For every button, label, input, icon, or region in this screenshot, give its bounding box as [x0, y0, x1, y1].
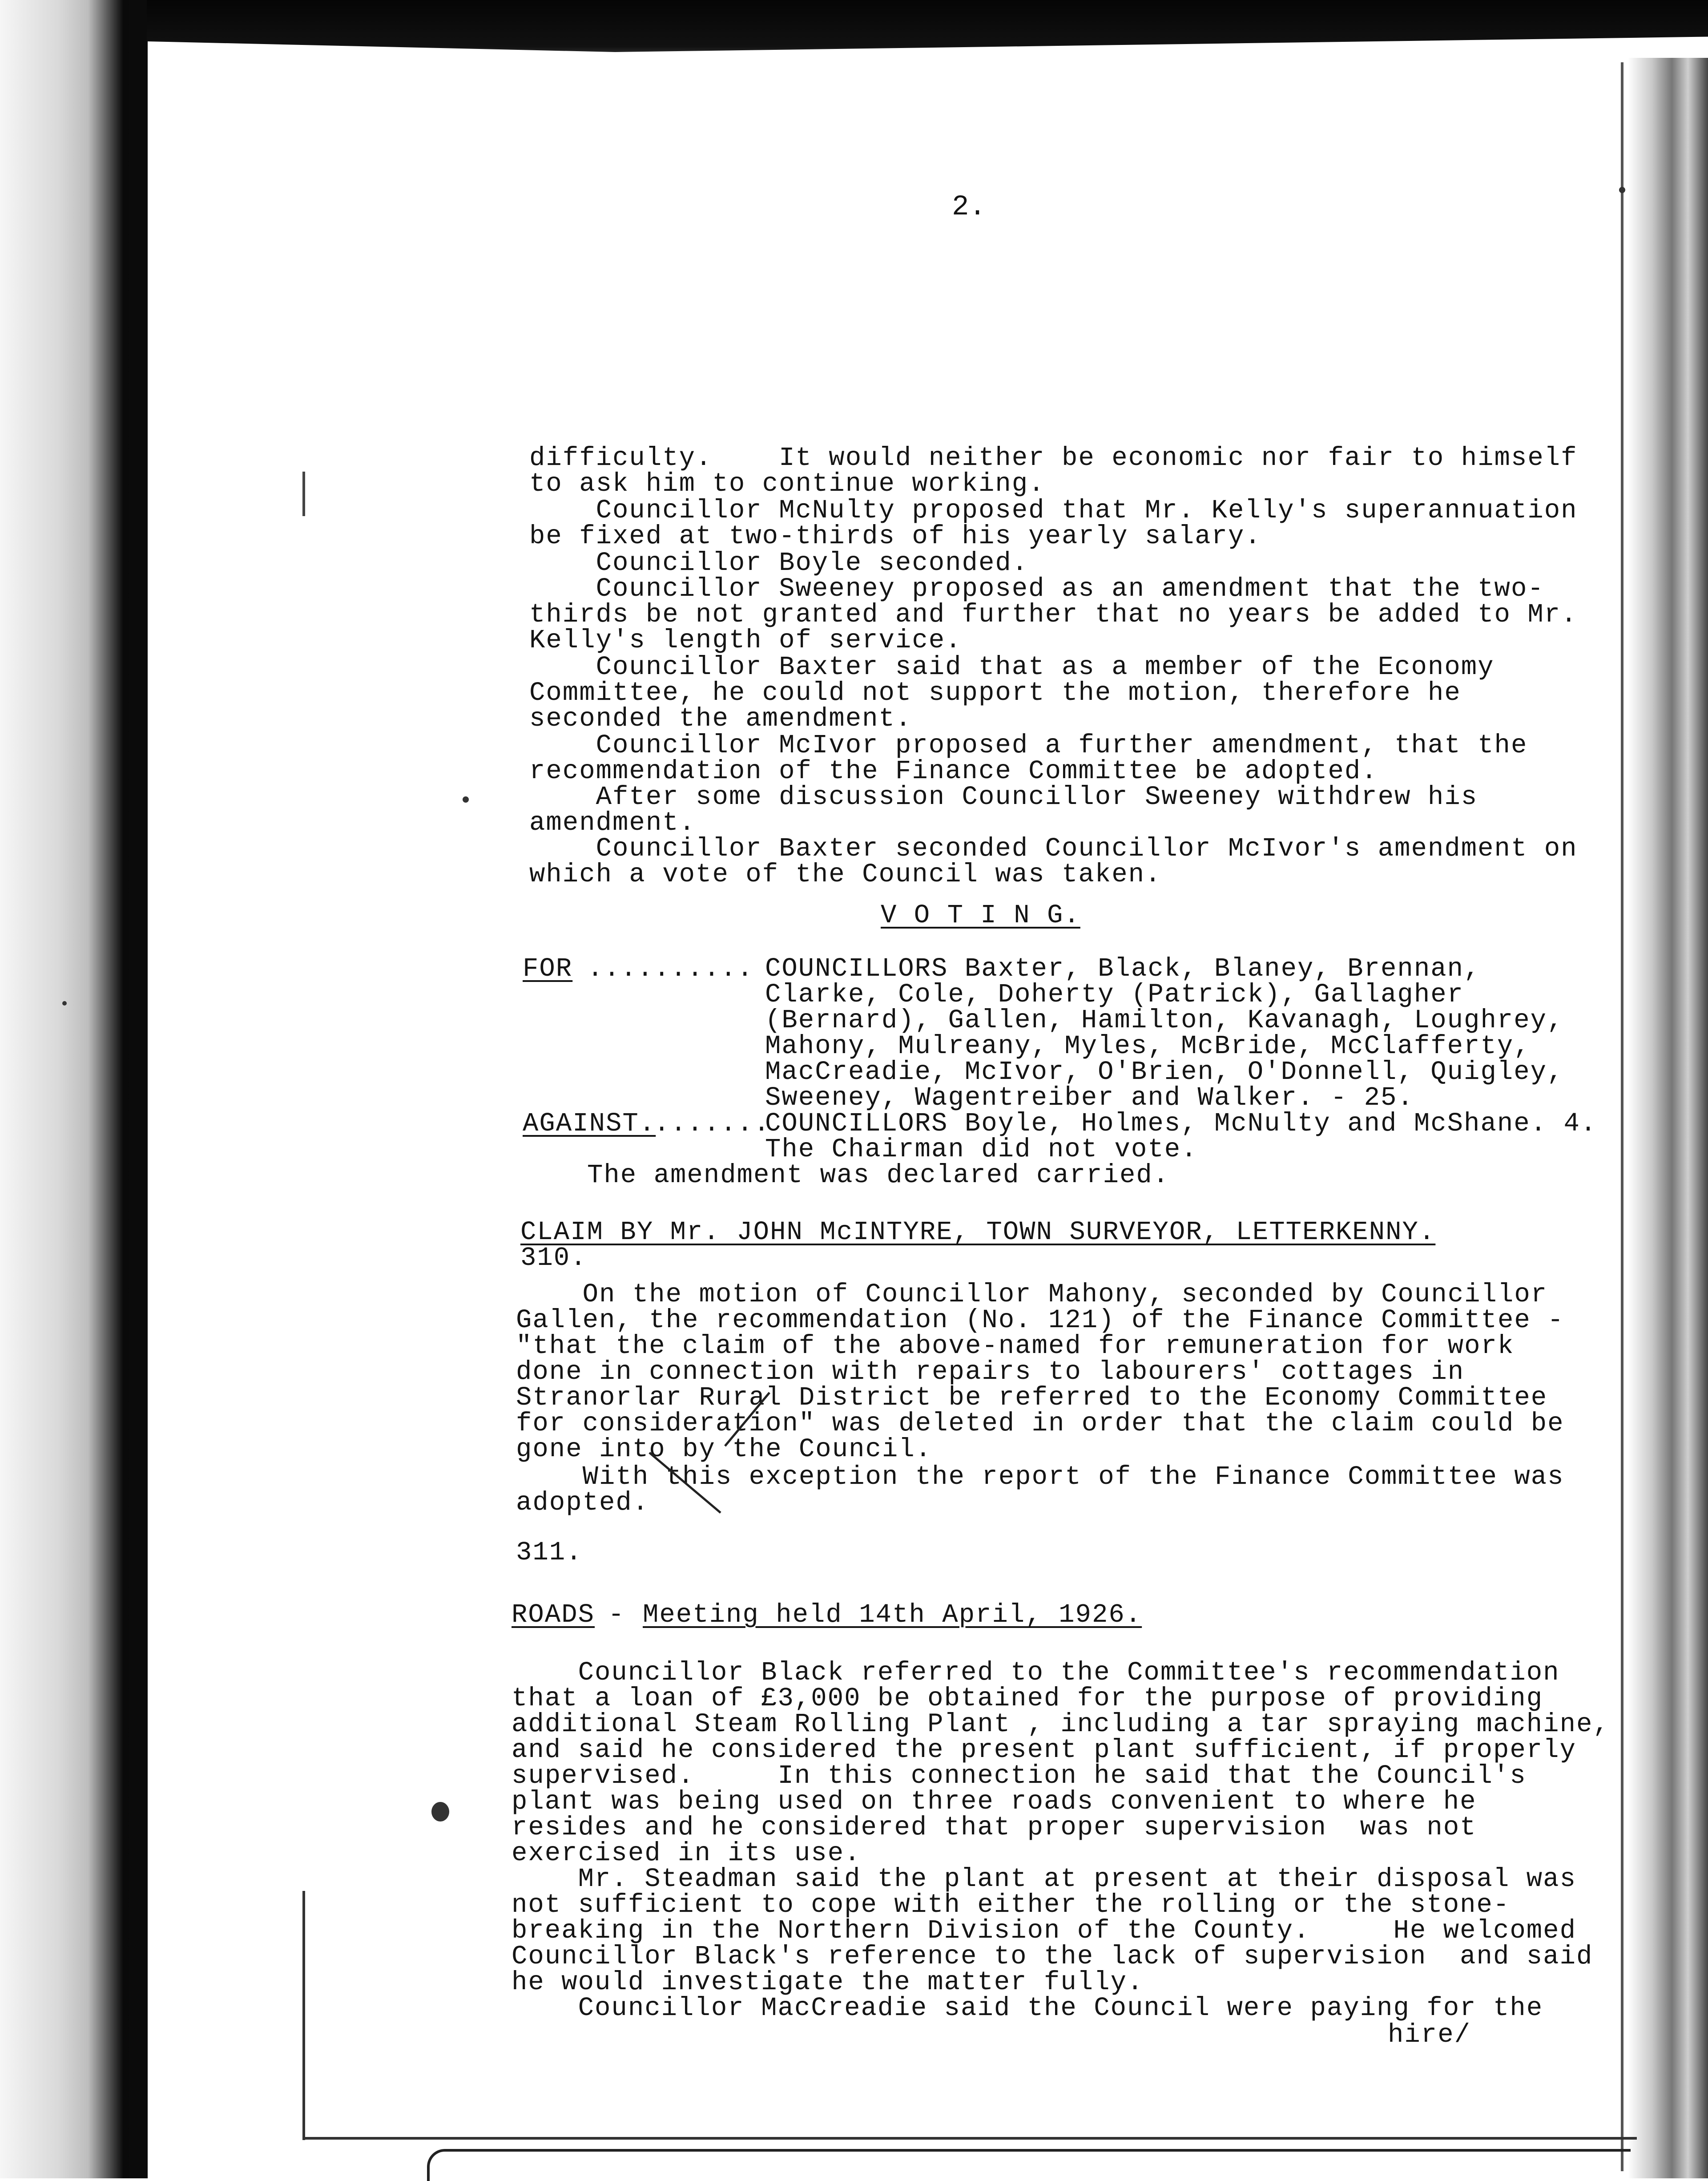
- text-line: thirds be not granted and further that no years be added to Mr.: [529, 600, 1578, 630]
- margin-mark: [302, 472, 305, 516]
- text-line: difficulty. It would neither be economic nor fair to himself: [529, 443, 1578, 473]
- text-line: Councillor Boyle seconded.: [529, 548, 1029, 578]
- scan-right-line: [1621, 62, 1623, 2171]
- text-line: not sufficient to cope with either the rolling or the stone-: [512, 1890, 1510, 1920]
- ink-spot: [1619, 187, 1625, 193]
- for-line: Clarke, Cole, Doherty (Patrick), Gallagher: [765, 980, 1464, 1010]
- text-line: resides and he considered that proper supervision was not: [512, 1813, 1477, 1842]
- for-line: Sweeney, Wagentreiber and Walker. - 25.: [765, 1083, 1414, 1113]
- ink-spot: [62, 1001, 67, 1006]
- text-line: After some discussion Councillor Sweeney withdrew his: [529, 782, 1478, 812]
- against-line: The Chairman did not vote.: [765, 1135, 1198, 1164]
- text-line: to ask him to continue working.: [529, 469, 1045, 499]
- for-label: FOR: [523, 954, 573, 984]
- text-line: he would investigate the matter fully.: [512, 1967, 1144, 1997]
- text-line: seconded the amendment.: [529, 704, 912, 734]
- roads-heading-sep: -: [592, 1600, 642, 1630]
- claim-number: 310.: [520, 1243, 587, 1273]
- scan-binding-shadow: [129, 0, 148, 2178]
- text-line: plant was being used on three roads convenient to where he: [512, 1787, 1477, 1817]
- text-line: On the motion of Councillor Mahony, seconded by Councillor: [516, 1280, 1548, 1309]
- text-line: amendment.: [529, 808, 696, 838]
- text-line: Stranorlar Rural District be referred to the Economy Committee: [516, 1383, 1548, 1413]
- text-line: Councillor Baxter seconded Councillor McIvor's amendment on: [529, 834, 1578, 864]
- text-line: Councillor McIvor proposed a further amendment, that the: [529, 731, 1528, 760]
- roads-heading-label: ROADS: [512, 1600, 595, 1630]
- text-line: for consideration" was deleted in order that the claim could be: [516, 1409, 1564, 1438]
- text-line: additional Steam Rolling Plant , including a tar spraying machine,: [512, 1709, 1610, 1739]
- text-line: and said he considered the present plant sufficient, if properly: [512, 1735, 1576, 1765]
- text-line: exercised in its use.: [512, 1838, 861, 1868]
- text-line: Councillor Baxter said that as a member of the Economy: [529, 652, 1494, 682]
- text-line: which a vote of the Council was taken.: [529, 860, 1162, 889]
- ink-spot: [463, 796, 469, 803]
- claim-heading: CLAIM BY Mr. JOHN McINTYRE, TOWN SURVEYOR, LETTERKENNY.: [520, 1217, 1436, 1247]
- text-line: done in connection with repairs to labourers' cottages in: [516, 1357, 1465, 1387]
- scan-right-edge: [1628, 58, 1708, 2178]
- text-line: Councillor Sweeney proposed as an amendment that the two-: [529, 574, 1544, 604]
- page-number: 2.: [952, 191, 986, 223]
- scan-left-edge: [0, 0, 147, 2178]
- continuation-catchword: hire/: [1388, 2020, 1471, 2050]
- ink-spot: [431, 1802, 449, 1822]
- scan-bottom-line: [302, 2137, 1637, 2140]
- for-line: MacCreadie, McIvor, O'Brien, O'Donnell, Quigley,: [765, 1057, 1564, 1087]
- text-line: Committee, he could not support the motion, therefore he: [529, 678, 1461, 708]
- for-line: COUNCILLORS Baxter, Black, Blaney, Brennan,: [765, 954, 1481, 984]
- text-line: Councillor MacCreadie said the Council were paying for the: [512, 1993, 1543, 2023]
- text-line: breaking in the Northern Division of the County. He welcomed: [512, 1916, 1576, 1946]
- text-line: Councillor McNulty proposed that Mr. Kelly's superannuation: [529, 496, 1578, 525]
- scan-bottom-curve: [427, 2149, 1631, 2181]
- against-line: COUNCILLORS Boyle, Holmes, McNulty and McShane. 4.: [765, 1109, 1597, 1139]
- voting-heading: V O T I N G.: [881, 901, 1080, 930]
- roads-heading-meeting: Meeting held 14th April, 1926.: [643, 1600, 1142, 1630]
- text-line: "that the claim of the above-named for remuneration for work: [516, 1331, 1515, 1361]
- text-line: recommendation of the Finance Committee be adopted.: [529, 756, 1378, 786]
- vote-result: The amendment was declared carried.: [587, 1160, 1170, 1190]
- text-line: With this exception the report of the Finance Committee was: [516, 1462, 1564, 1492]
- pen-stroke-marks: [623, 1388, 774, 1522]
- against-label: AGAINST.: [523, 1109, 656, 1139]
- text-line: supervised. In this connection he said that the Council's: [512, 1761, 1527, 1791]
- text-line: Mr. Steadman said the plant at present at their disposal was: [512, 1864, 1576, 1894]
- roads-number: 311.: [516, 1538, 583, 1567]
- text-line: adopted.: [516, 1488, 649, 1518]
- text-line: be fixed at two-thirds of his yearly salary.: [529, 521, 1261, 551]
- for-line: (Bernard), Gallen, Hamilton, Kavanagh, Loughrey,: [765, 1006, 1564, 1035]
- for-line: Mahony, Mulreany, Myles, McBride, McClafferty,: [765, 1031, 1531, 1061]
- text-line: Councillor Black referred to the Committee's recommendation: [512, 1658, 1560, 1688]
- text-line: that a loan of £3,000 be obtained for the purpose of providing: [512, 1684, 1543, 1713]
- text-line: Kelly's length of service.: [529, 626, 962, 655]
- scan-bottom-bracket: [302, 1891, 305, 2140]
- against-dots: .......: [654, 1109, 770, 1139]
- text-line: gone into by the Council.: [516, 1434, 932, 1464]
- for-dots: ..........: [571, 954, 754, 984]
- text-line: Gallen, the recommendation (No. 121) of the Finance Committee -: [516, 1305, 1564, 1335]
- scan-top-edge: [147, 0, 1708, 67]
- text-line: Councillor Black's reference to the lack of supervision and said: [512, 1942, 1593, 1971]
